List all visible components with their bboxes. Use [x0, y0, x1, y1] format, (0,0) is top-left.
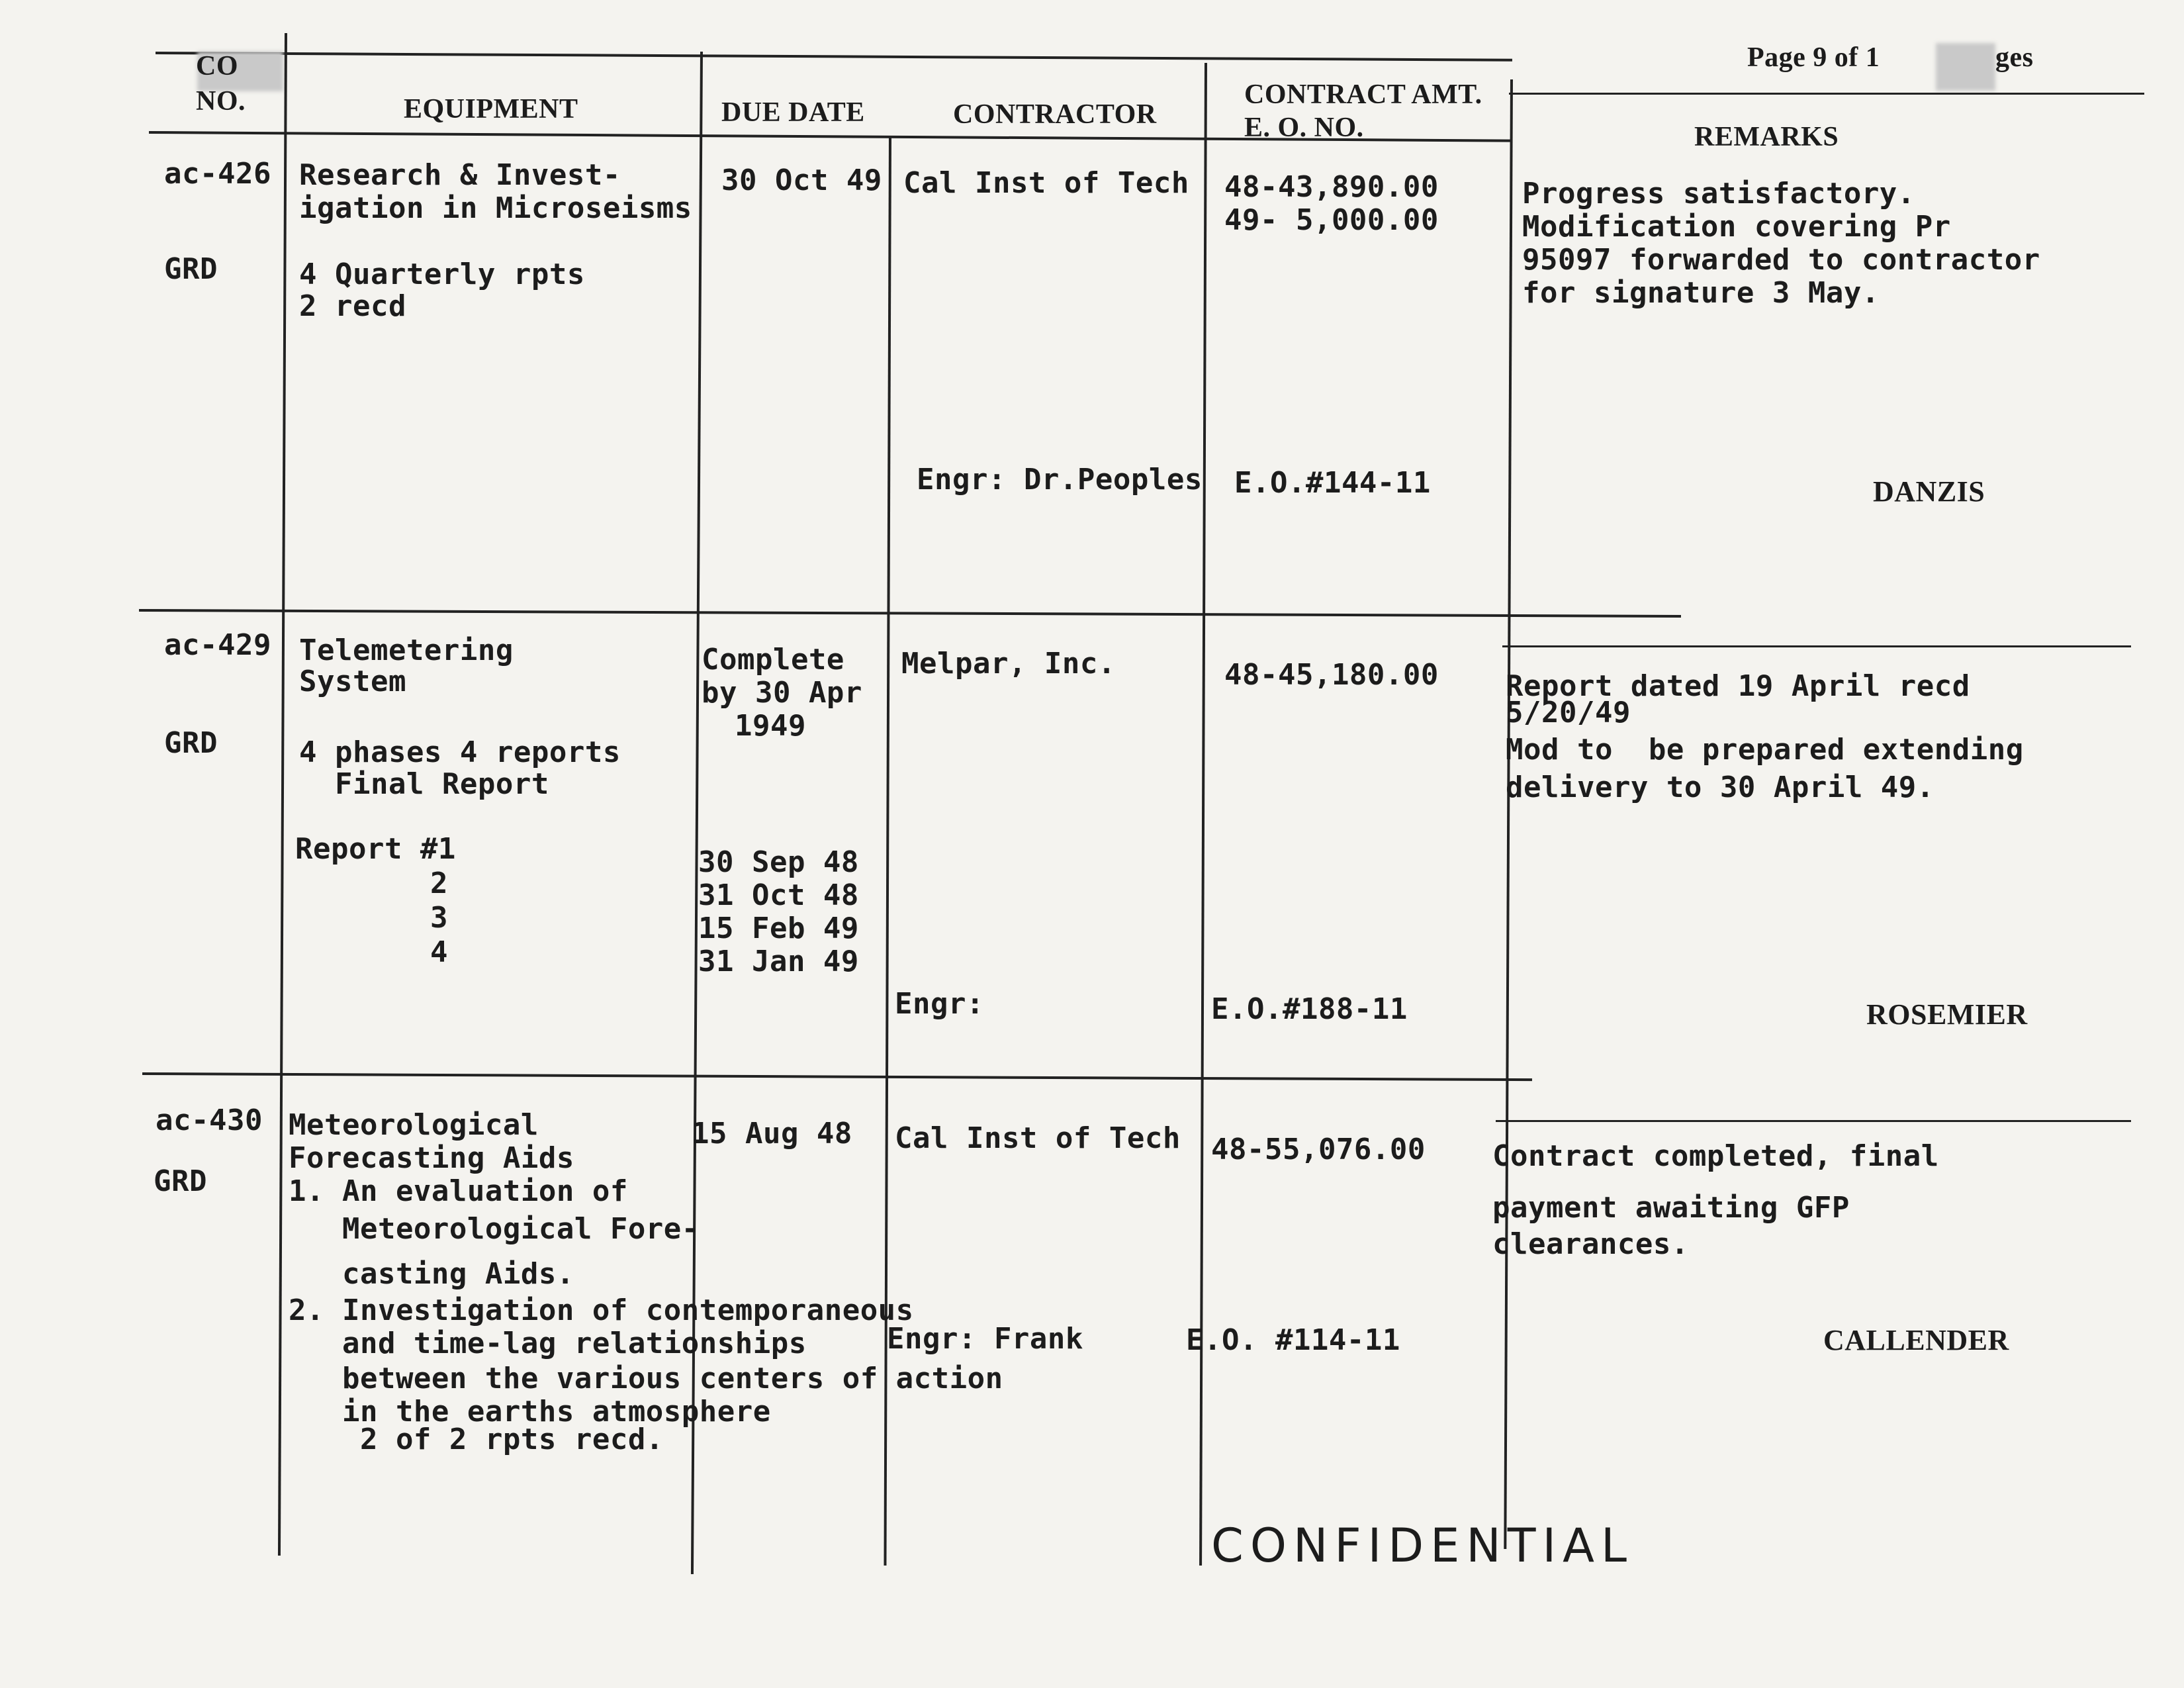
page-number: Page 9 of 1: [1747, 42, 1880, 73]
remarks-line: Contract completed, final: [1492, 1139, 1939, 1173]
remarks-line: for signature 3 May.: [1522, 276, 1880, 310]
report-number: 4: [430, 935, 448, 969]
header-due-date: DUE DATE: [721, 97, 865, 128]
equipment-line: 1. An evaluation of: [289, 1174, 628, 1208]
equipment-line: System: [299, 665, 406, 698]
contract-amount: 49- 5,000.00: [1224, 203, 1439, 237]
contractor: Cal Inst of Tech: [903, 166, 1189, 200]
equipment-line: Forecasting Aids: [289, 1141, 574, 1175]
due-date: by 30 Apr: [702, 676, 862, 710]
equipment-line: between the various centers of action: [289, 1362, 1003, 1395]
report-number: 3: [430, 901, 448, 935]
co-number: ac-430: [156, 1103, 263, 1137]
equipment-line: Telemetering: [299, 633, 514, 667]
eo-number: E.O. #114-11: [1186, 1323, 1400, 1357]
remarks-line: Mod to be prepared extending: [1506, 733, 2024, 767]
report-date: 31 Jan 49: [698, 945, 859, 978]
contract-amount: 48-45,180.00: [1224, 658, 1439, 692]
officer-name: CALLENDER: [1823, 1324, 2009, 1356]
officer-name: DANZIS: [1873, 475, 1985, 508]
remarks-line: payment awaiting GFP: [1492, 1191, 1850, 1225]
report-date: 30 Sep 48: [698, 845, 859, 879]
header-contractor: CONTRACTOR: [953, 99, 1157, 130]
due-date: 30 Oct 49: [721, 164, 882, 197]
report-number: Report #1: [295, 832, 456, 866]
equipment-line: 4 Quarterly rpts: [299, 258, 585, 291]
eo-number: E.O.#144-11: [1234, 466, 1431, 500]
remarks-line: 95097 forwarded to contractor: [1522, 243, 2040, 277]
engineer: Engr:: [895, 987, 984, 1021]
redaction-block: [1936, 43, 1995, 91]
equipment-line: 4 phases 4 reports: [299, 735, 621, 769]
report-number: 2: [430, 867, 448, 900]
remarks-line: clearances.: [1492, 1227, 1689, 1261]
header-remarks: REMARKS: [1694, 122, 1839, 152]
row-separator: [142, 1072, 1532, 1081]
division: GRD: [164, 726, 218, 760]
row-separator-remarks: [1502, 645, 2131, 647]
due-date: 1949: [735, 709, 806, 743]
header-eo-no: E. O. NO.: [1244, 113, 1364, 143]
equipment-line: Research & Invest-: [299, 158, 621, 192]
equipment-line: igation in Microseisms: [299, 191, 692, 225]
header-equipment: EQUIPMENT: [404, 94, 578, 124]
equipment-line: 2. Investigation of contemporaneous: [289, 1293, 914, 1327]
remarks-line: 5/20/49: [1506, 696, 1631, 729]
header-remarks-rule: [1509, 93, 2144, 95]
remarks-line: delivery to 30 April 49.: [1506, 771, 1934, 804]
due-date: 15 Aug 48: [692, 1117, 852, 1150]
report-date: 15 Feb 49: [698, 912, 859, 945]
equipment-line: Final Report: [299, 767, 549, 801]
row-separator: [139, 609, 1681, 618]
contract-amount: 48-55,076.00: [1211, 1133, 1426, 1166]
division: GRD: [164, 252, 218, 286]
engineer: Engr: Frank: [887, 1322, 1083, 1356]
eo-number: E.O.#188-11: [1211, 992, 1408, 1026]
engineer: Engr: Dr.Peoples: [917, 463, 1203, 496]
header-co-no-top: CO: [196, 51, 238, 81]
co-number: ac-426: [164, 157, 271, 191]
remarks-line: Report dated 19 April recd: [1506, 669, 1970, 703]
equipment-line: 2 of 2 rpts recd.: [289, 1423, 664, 1456]
equipment-line: Meteorological: [289, 1108, 539, 1142]
equipment-line: casting Aids.: [289, 1257, 574, 1291]
equipment-line: Meteorological Fore-: [289, 1212, 700, 1246]
due-date: Complete: [702, 643, 844, 677]
equipment-line: in the earths atmosphere: [289, 1395, 771, 1429]
remarks-line: Modification covering Pr: [1522, 210, 1951, 244]
remarks-line: Progress satisfactory.: [1522, 177, 1915, 211]
division: GRD: [154, 1164, 207, 1198]
contract-amount: 48-43,890.00: [1224, 170, 1439, 204]
table-top-rule: [156, 52, 1512, 62]
officer-name: ROSEMIER: [1866, 998, 2028, 1031]
header-contract-amt: CONTRACT AMT.: [1244, 79, 1482, 110]
page-number-tail: ges: [1995, 42, 2034, 73]
contractor: Cal Inst of Tech: [895, 1121, 1181, 1155]
confidential-stamp: CONFIDENTIAL: [1211, 1519, 1634, 1573]
row-separator-remarks: [1496, 1120, 2131, 1122]
column-rule: [278, 33, 287, 1556]
co-number: ac-429: [164, 628, 271, 662]
equipment-line: and time-lag relationships: [289, 1327, 807, 1360]
column-rule: [1504, 79, 1513, 1549]
report-date: 31 Oct 48: [698, 878, 859, 912]
equipment-line: 2 recd: [299, 289, 406, 323]
contractor: Melpar, Inc.: [901, 647, 1116, 680]
header-co-no-bottom: NO.: [196, 86, 246, 117]
